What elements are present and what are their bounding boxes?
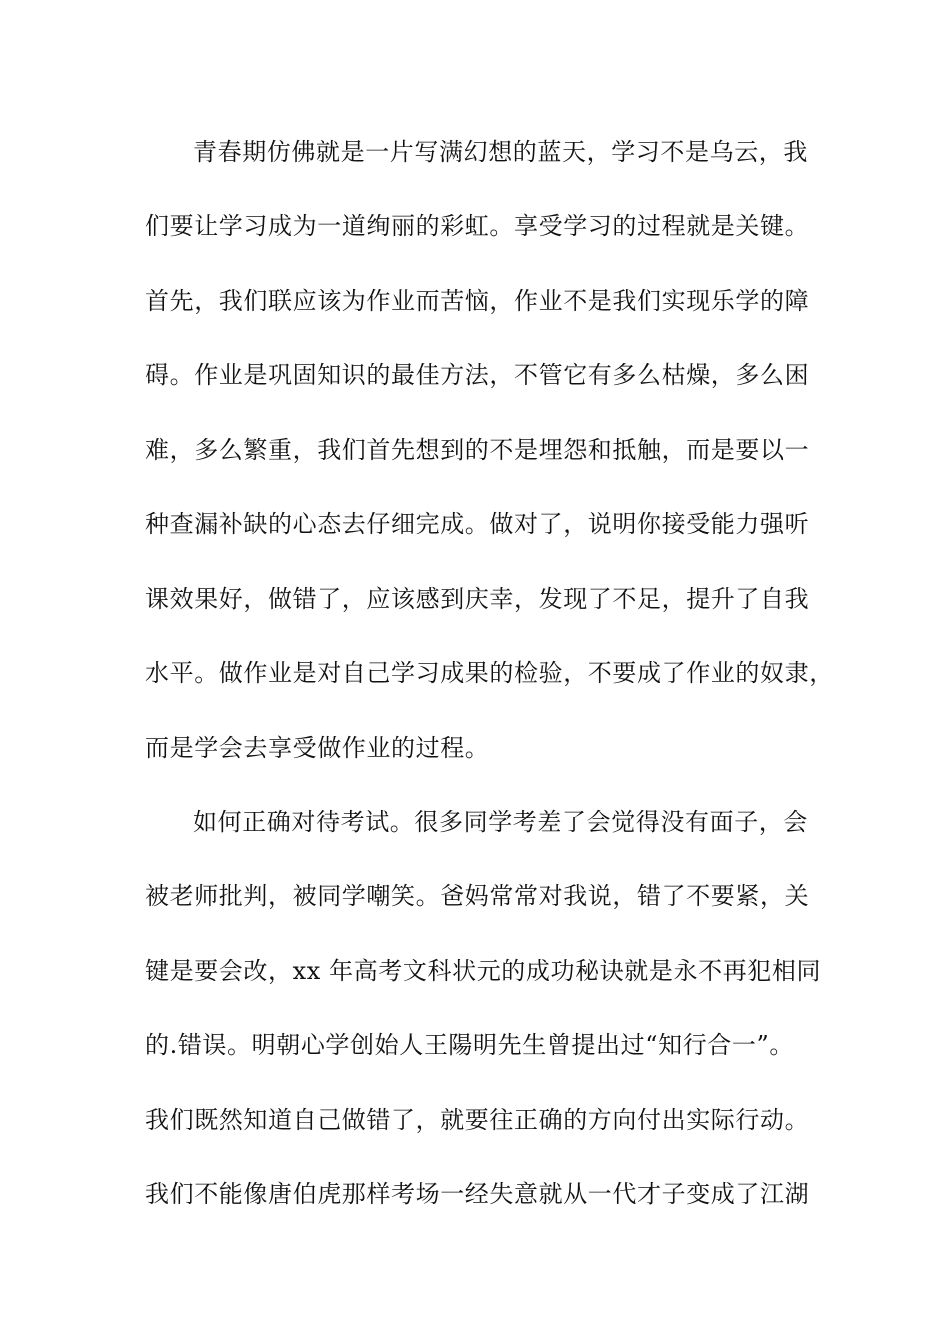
paragraph-2-line-1: 如何正确对待考试。很多同学考差了会觉得没有面子，会	[193, 808, 808, 836]
paragraph-1-line-8: 水平。做作业是对自己学习成果的检验，不要成了作业的奴隶，	[145, 659, 834, 687]
paragraph-2-line-4: 的.错误。明朝心学创始人王陽明先生曾提出过“知行合一”。	[145, 1031, 794, 1059]
paragraph-1-line-5: 难，多么繁重，我们首先想到的不是埋怨和抵触，而是要以一	[145, 436, 810, 464]
paragraph-1-line-2: 们要让学习成为一道绚丽的彩虹。享受学习的过程就是关键。	[145, 212, 810, 240]
paragraph-1-line-1: 青春期仿佛就是一片写满幻想的蓝天，学习不是乌云，我	[193, 138, 808, 166]
paragraph-1-line-6: 种查漏补缺的心态去仔细完成。做对了，说明你接受能力强听	[145, 510, 810, 538]
paragraph-2-line-2: 被老师批判，被同学嘲笑。爸妈常常对我说，错了不要紧，关	[145, 882, 810, 910]
paragraph-2-line-6: 我们不能像唐伯虎那样考场一经失意就从一代才子变成了江湖	[145, 1180, 810, 1208]
paragraph-2-line-3: 键是要会改，xx 年高考文科状元的成功秘诀就是永不再犯相同	[145, 957, 822, 985]
paragraph-1-line-9: 而是学会去享受做作业的过程。	[145, 734, 490, 762]
paragraph-2-line-5: 我们既然知道自己做错了，就要往正确的方向付出实际行动。	[145, 1106, 810, 1134]
paragraph-1-line-3: 首先，我们联应该为作业而苦恼，作业不是我们实现乐学的障	[145, 287, 810, 315]
paragraph-1-line-4: 碍。作业是巩固知识的最佳方法，不管它有多么枯燥，多么困	[145, 361, 810, 389]
paragraph-1-line-7: 课效果好，做错了，应该感到庆幸，发现了不足，提升了自我	[145, 585, 810, 613]
